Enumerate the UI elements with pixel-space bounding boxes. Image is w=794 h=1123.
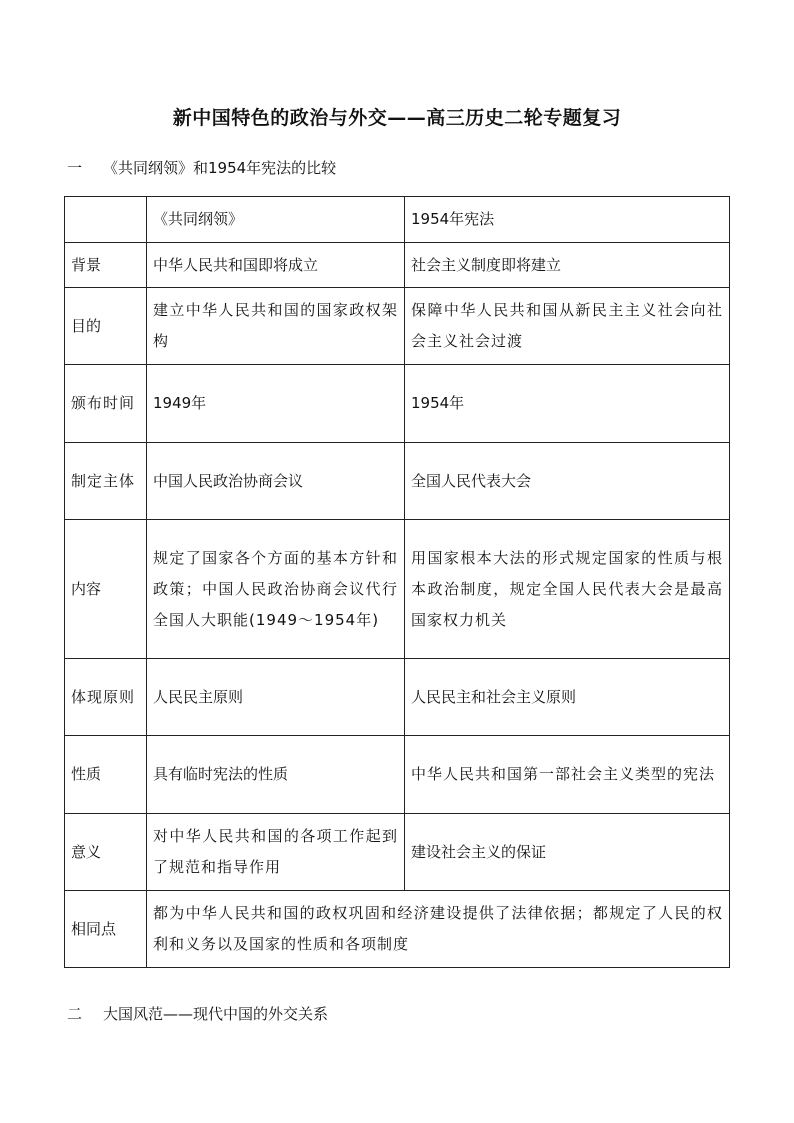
row-label-nature: 性质 <box>65 736 147 814</box>
section-title-1: 《共同纲领》和1954年宪法的比较 <box>103 159 337 177</box>
cell-constitution: 用国家根本大法的形式规定国家的性质与根本政治制度，规定全国人民代表大会是最高国家权力机关 <box>405 520 730 659</box>
table-row <box>65 814 730 891</box>
cell-common-program: 中华人民共和国即将成立 <box>147 243 405 288</box>
page-title: 新中国特色的政治与外交——高三历史二轮专题复习 <box>172 107 622 129</box>
table-row <box>65 243 730 288</box>
section-heading-1 <box>67 157 336 178</box>
row-label-issue-date: 颁布时间 <box>65 365 147 443</box>
cell-constitution: 全国人民代表大会 <box>405 443 730 520</box>
table-row <box>65 659 730 736</box>
cell-common-program: 中国人民政治协商会议 <box>147 443 405 520</box>
cell-constitution: 社会主义制度即将建立 <box>405 243 730 288</box>
row-label-significance: 意义 <box>65 814 147 891</box>
table-row <box>65 736 730 814</box>
row-label-purpose: 目的 <box>65 288 147 365</box>
table-row <box>65 365 730 443</box>
header-1954-constitution: 1954年宪法 <box>405 197 730 243</box>
cell-similarities-merged: 都为中华人民共和国的政权巩固和经济建设提供了法律依据；都规定了人民的权利和义务以及国家的性质和各项制度 <box>147 891 730 968</box>
table-row <box>65 288 730 365</box>
cell-common-program: 规定了国家各个方面的基本方针和政策；中国人民政治协商会议代行全国人大职能(1949～1954年) <box>147 520 405 659</box>
cell-constitution: 1954年 <box>405 365 730 443</box>
table-row <box>65 443 730 520</box>
section-number-1: 一 <box>67 159 83 177</box>
cell-common-program: 建立中华人民共和国的国家政权架构 <box>147 288 405 365</box>
cell-constitution: 建设社会主义的保证 <box>405 814 730 891</box>
cell-constitution: 中华人民共和国第一部社会主义类型的宪法 <box>405 736 730 814</box>
row-label-similarities: 相同点 <box>65 891 147 968</box>
cell-common-program: 1949年 <box>147 365 405 443</box>
section-heading-2 <box>67 1003 328 1024</box>
row-label-background: 背景 <box>65 243 147 288</box>
row-label-content: 内容 <box>65 520 147 659</box>
header-blank-cell <box>65 197 147 243</box>
cell-constitution: 人民民主和社会主义原则 <box>405 659 730 736</box>
comparison-table <box>64 196 730 968</box>
section-title-2: 大国风范——现代中国的外交关系 <box>103 1005 329 1023</box>
row-label-drafting-body: 制定主体 <box>65 443 147 520</box>
cell-constitution: 保障中华人民共和国从新民主主义社会向社会主义社会过渡 <box>405 288 730 365</box>
cell-common-program: 具有临时宪法的性质 <box>147 736 405 814</box>
header-common-program: 《共同纲领》 <box>147 197 405 243</box>
table-header-row <box>65 197 730 243</box>
section-number-2: 二 <box>67 1005 83 1023</box>
cell-common-program: 人民民主原则 <box>147 659 405 736</box>
row-label-principle: 体现原则 <box>65 659 147 736</box>
cell-common-program: 对中华人民共和国的各项工作起到了规范和指导作用 <box>147 814 405 891</box>
table-row <box>65 891 730 968</box>
table-row <box>65 520 730 659</box>
